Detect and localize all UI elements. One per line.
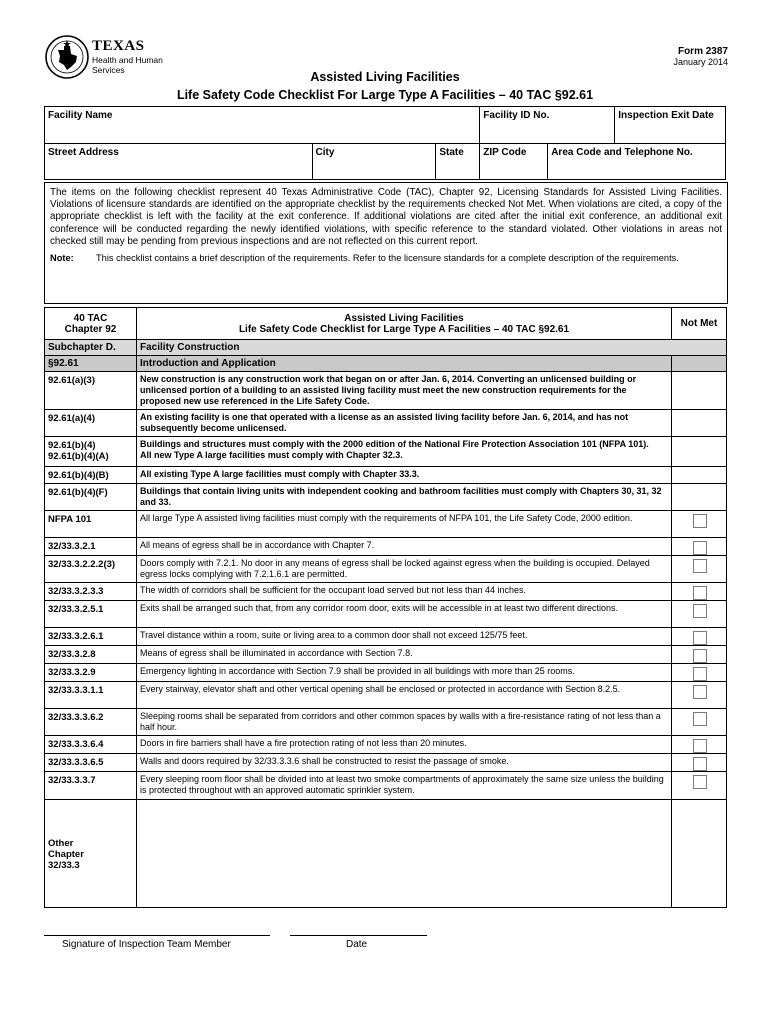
row-text: Exits shall be arranged such that, from any corridor room door, exits will be accessible in at least two different directions. — [137, 601, 672, 628]
not-met-checkbox[interactable] — [693, 739, 707, 753]
not-met-cell — [672, 511, 727, 538]
not-met-cell — [672, 372, 727, 410]
row-id: 32/33.3.2.5.1 — [45, 601, 137, 628]
not-met-checkbox[interactable] — [693, 631, 707, 645]
form-number-block — [673, 46, 728, 68]
intro-text: The items on the following checklist represent 40 Texas Administrative Code (TAC), Chapter 92, Licensing Standards for Assisted Living Facilities. Violations of licensure standards are identified on the appropriate checklist by the requirements checked Not Met. When violations are cited, a copy of the appropriate checklist is left with the facility at the exit conference. If additional violations are cited after the initial exit conference, an additional exit conference will be conducted regarding the newly identified violations, with specific reference to the standard violated. Other violations in areas not checked still may be pending from previous inspections and are not reflected on this current report. — [50, 187, 722, 247]
state-field[interactable] — [436, 144, 480, 180]
facility-name-field[interactable] — [45, 107, 480, 144]
state-label: State — [439, 147, 464, 158]
street-address-field[interactable] — [45, 144, 313, 180]
other-label-line3: 32/33.3 — [48, 859, 80, 871]
row-id: 32/33.3.3.6.2 — [45, 709, 137, 736]
date-block — [290, 935, 427, 950]
row-id: 32/33.3.3.1.1 — [45, 682, 137, 709]
row-id: 32/33.3.3.6.4 — [45, 736, 137, 754]
note — [50, 253, 722, 265]
not-met-cell — [672, 583, 727, 601]
not-met-cell — [672, 484, 727, 511]
table-row — [45, 754, 727, 772]
section-title: Introduction and Application — [137, 356, 672, 372]
row-text: The width of corridors shall be sufficient for the occupant load served but not less than 44 inches. — [137, 583, 672, 601]
not-met-checkbox[interactable] — [693, 757, 707, 771]
col-header-requirement-line1: Assisted Living Facilities — [344, 312, 464, 324]
row-text-line1: Buildings and structures must comply with the 2000 edition of the National Fire Protection Association 101 (NFPA 101). — [140, 439, 649, 449]
table-row — [45, 467, 727, 484]
row-id: 92.61(b)(4)(B) — [45, 467, 137, 484]
not-met-cell — [672, 601, 727, 628]
not-met-checkbox[interactable] — [693, 559, 707, 573]
col-header-requirement-line2: Life Safety Code Checklist for Large Type A Facilities – 40 TAC §92.61 — [238, 323, 570, 335]
row-id: 92.61(a)(4) — [45, 410, 137, 437]
other-label-line1: Other — [48, 837, 74, 849]
signature-block — [44, 935, 270, 950]
row-text: All large Type A assisted living facilities must comply with the requirements of NFPA 101, the Life Safety Code, 2000 edition. — [137, 511, 672, 538]
table-row — [45, 646, 727, 664]
row-id: 92.61(b)(4)(F) — [45, 484, 137, 511]
table-row — [45, 538, 727, 556]
zip-label: ZIP Code — [483, 147, 527, 158]
not-met-cell — [672, 538, 727, 556]
org-subtitle-line1: Health and Human — [92, 55, 163, 65]
date-label: Date — [346, 939, 368, 950]
not-met-cell — [672, 736, 727, 754]
col-header-requirement — [137, 308, 672, 340]
not-met-checkbox[interactable] — [693, 514, 707, 528]
row-text: Travel distance within a room, suite or living area to a common door shall not exceed 125/75 feet. — [137, 628, 672, 646]
city-field[interactable] — [312, 144, 436, 180]
note-text: This checklist contains a brief description of the requirements. Refer to the licensure standards for a complete description of the requirements. — [96, 253, 679, 264]
table-row — [45, 437, 727, 467]
facility-info-table — [44, 106, 726, 180]
row-id: 32/33.3.2.2.2(3) — [45, 556, 137, 583]
inspection-exit-date-field[interactable] — [615, 107, 725, 143]
table-row — [45, 709, 727, 736]
subchapter-title: Facility Construction — [137, 340, 727, 356]
not-met-cell — [672, 437, 727, 467]
table-row — [45, 664, 727, 682]
org-subtitle-line2: Services — [92, 64, 125, 75]
row-text: Every sleeping room floor shall be divided into at least two smoke compartments of approximately the same size unless the building is protected throughout with an approved automatic sprinkler system. — [137, 772, 672, 800]
row-text: Doors in fire barriers shall have a fire protection rating of not less than 20 minutes. — [137, 736, 672, 754]
signature-label: Signature of Inspection Team Member — [62, 939, 231, 950]
not-met-checkbox[interactable] — [693, 712, 707, 726]
row-text: Every stairway, elevator shaft and other vertical opening shall be enclosed or protected in accordance with Section 8.2.5. — [137, 682, 672, 709]
table-row — [45, 410, 727, 437]
not-met-checkbox[interactable] — [693, 586, 707, 600]
signature-line[interactable] — [44, 935, 270, 936]
other-row — [45, 800, 727, 908]
row-text: New construction is any construction work that began on or after Jan. 6, 2014. Converting an unlicensed building or unlicensed portion of a building to an assisted living facility must meet the new construction requirements for the proposed new use referenced in the Life Safety Code. — [137, 372, 672, 410]
row-id: 32/33.3.2.9 — [45, 664, 137, 682]
col-header-not-met: Not Met — [672, 308, 727, 340]
table-row — [45, 372, 727, 410]
not-met-cell — [672, 754, 727, 772]
subchapter-code: Subchapter D. — [45, 340, 137, 356]
row-id: NFPA 101 — [45, 511, 137, 538]
form-date: January 2014 — [673, 57, 728, 67]
phone-label: Area Code and Telephone No. — [551, 147, 693, 158]
row-id: 92.61(a)(3) — [45, 372, 137, 410]
row-text: An existing facility is one that operated with a license as an assisted living facility before Jan. 6, 2014, and has not subsequently become unlicensed. — [137, 410, 672, 437]
table-row — [45, 484, 727, 511]
row-text: Emergency lighting in accordance with Section 7.9 shall be provided in all buildings with more than 25 rooms. — [137, 664, 672, 682]
not-met-cell — [672, 646, 727, 664]
table-row — [45, 511, 727, 538]
table-row — [45, 601, 727, 628]
row-id: 32/33.3.2.8 — [45, 646, 137, 664]
not-met-checkbox[interactable] — [693, 667, 707, 681]
facility-id-label: Facility ID No. — [483, 110, 550, 121]
zip-field[interactable] — [480, 144, 548, 180]
row-text: Sleeping rooms shall be separated from corridors and other common spaces by walls with a fire-resistance rating of not less than a half hour. — [137, 709, 672, 736]
row-text: Walls and doors required by 32/33.3.3.6 shall be constructed to resist the passage of smoke. — [137, 754, 672, 772]
row-id: 32/33.3.2.1 — [45, 538, 137, 556]
city-label: City — [315, 147, 335, 158]
other-label — [45, 800, 137, 908]
table-row — [45, 556, 727, 583]
facility-name-label: Facility Name — [48, 110, 113, 121]
facility-id-field[interactable] — [480, 107, 615, 143]
col-header-tac — [45, 308, 137, 340]
other-label-line2: Chapter — [48, 848, 84, 860]
row-id: 32/33.3.2.3.3 — [45, 583, 137, 601]
row-text: All existing Type A large facilities must comply with Chapter 33.3. — [137, 467, 672, 484]
note-label: Note: — [50, 253, 74, 264]
form-number: Form 2387 — [677, 46, 728, 57]
row-id-line1: 92.61(b)(4) — [48, 440, 96, 451]
phone-field[interactable] — [548, 144, 726, 180]
not-met-cell — [672, 556, 727, 583]
not-met-checkbox[interactable] — [693, 649, 707, 663]
inspection-exit-date-label: Inspection Exit Date — [618, 110, 714, 121]
not-met-cell — [672, 709, 727, 736]
table-row — [45, 682, 727, 709]
not-met-checkbox[interactable] — [693, 685, 707, 699]
row-text: All means of egress shall be in accordance with Chapter 7. — [137, 538, 672, 556]
not-met-cell — [672, 628, 727, 646]
not-met-checkbox[interactable] — [693, 541, 707, 555]
row-text — [137, 437, 672, 467]
not-met-cell — [672, 682, 727, 709]
intro-box — [44, 182, 728, 304]
table-row — [45, 736, 727, 754]
table-row — [45, 628, 727, 646]
row-id: 32/33.3.3.7 — [45, 772, 137, 800]
row-id-line2: 92.61(b)(4)(A) — [48, 451, 109, 462]
not-met-cell — [672, 410, 727, 437]
street-address-label: Street Address — [48, 147, 119, 158]
checklist-table — [44, 307, 727, 908]
row-id: 32/33.3.2.6.1 — [45, 628, 137, 646]
row-text: Means of egress shall be illuminated in accordance with Section 7.8. — [137, 646, 672, 664]
table-row — [45, 583, 727, 601]
not-met-cell — [672, 772, 727, 800]
row-text: Doors comply with 7.2.1. No door in any means of egress shall be locked against egress when the building is occupied. Delayed egress locks complying with 7.2.1.6.1 are permitted. — [137, 556, 672, 583]
page-subtitle: Life Safety Code Checklist For Large Type A Facilities – 40 TAC §92.61 — [176, 88, 594, 102]
not-met-cell — [672, 467, 727, 484]
section-not-met-cell — [672, 356, 727, 372]
not-met-cell — [672, 664, 727, 682]
other-notes-field[interactable] — [137, 800, 672, 908]
col-header-tac-line2: Chapter 92 — [64, 323, 117, 335]
not-met-checkbox[interactable] — [693, 604, 707, 618]
page-title: Assisted Living Facilities — [310, 70, 460, 84]
col-header-tac-line1: 40 TAC — [73, 312, 108, 324]
row-text: Buildings that contain living units with independent cooking and bathroom facilities must comply with Chapters 30, 31, 32 and 33. — [137, 484, 672, 511]
date-line[interactable] — [290, 935, 427, 936]
row-text-line2: All new Type A large facilities must comply with Chapter 32.3. — [140, 450, 403, 460]
row-id: 32/33.3.3.6.5 — [45, 754, 137, 772]
row-id — [45, 437, 137, 467]
table-row — [45, 772, 727, 800]
section-code: §92.61 — [45, 356, 137, 372]
not-met-checkbox[interactable] — [693, 775, 707, 789]
other-not-met-cell — [672, 800, 727, 908]
org-name: TEXAS — [92, 38, 145, 54]
